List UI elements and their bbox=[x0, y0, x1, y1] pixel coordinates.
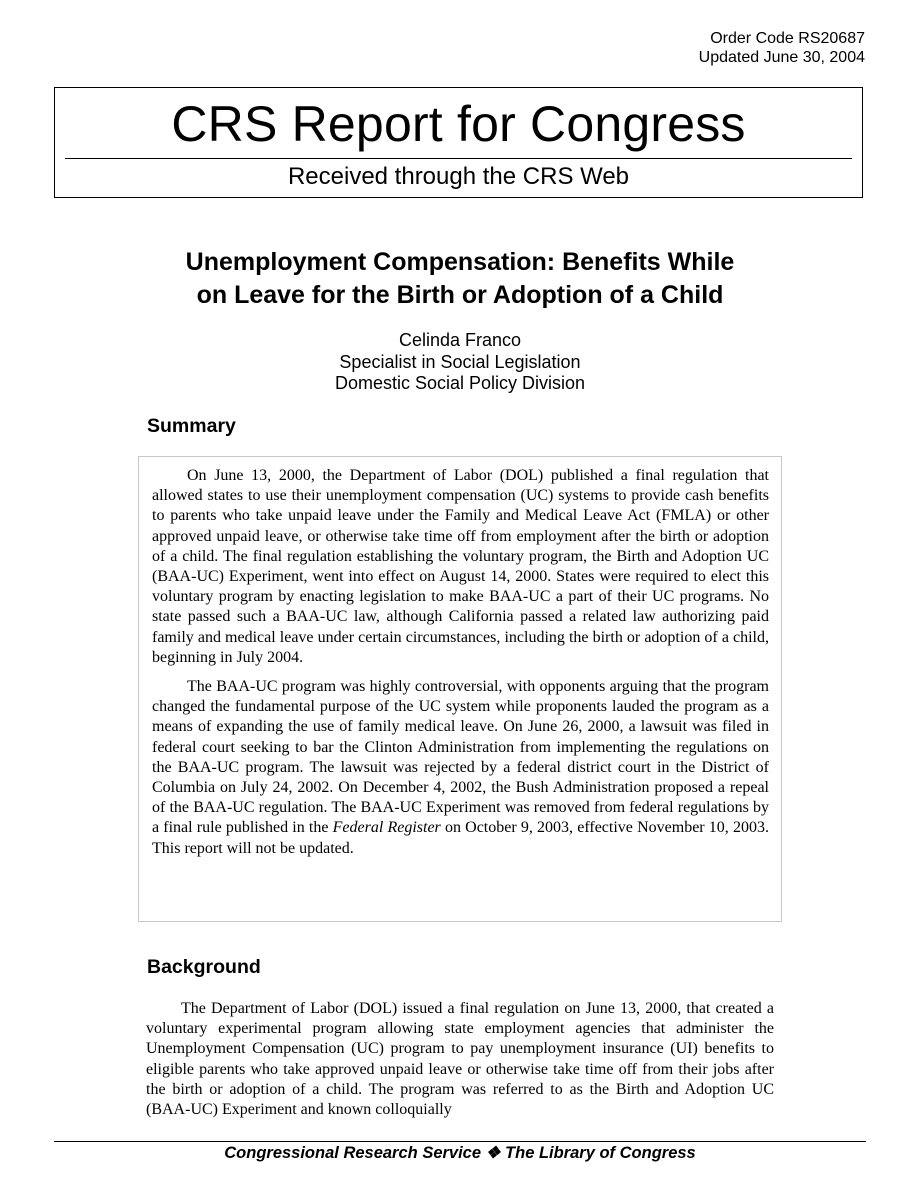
federal-register-citation: Federal Register bbox=[332, 819, 441, 837]
background-heading: Background bbox=[147, 956, 261, 978]
background-paragraph-1: The Department of Labor (DOL) issued a final regulation on June 13, 2000, that created a voluntary experimental program allowing state employment agencies that administer the Unemployment Compensation (UC) program to pay unemployment insurance (UI) benefits to eligible parents who take approved unpaid leave or otherwise take time off from their jobs after the birth or adoption of a child. The program was referred to as the Birth and Adoption UC (BAA-UC) Experiment and known colloquially bbox=[146, 1000, 774, 1119]
author-name: Celinda Franco bbox=[398, 330, 522, 350]
footer-separator-icon: ❖ bbox=[485, 1144, 501, 1162]
footer-loc: The Library of Congress bbox=[505, 1144, 696, 1162]
summary-paragraph-2-end: on October 9, 2003, effective November 10, 2003. This report will not be updated. bbox=[152, 819, 769, 857]
summary-heading: Summary bbox=[147, 415, 236, 437]
summary-paragraph-2 bbox=[152, 677, 769, 859]
footer-crs: Congressional Research Service bbox=[224, 1144, 482, 1162]
masthead-box bbox=[54, 87, 863, 198]
masthead-subtitle: Received through the CRS Web bbox=[287, 163, 630, 190]
masthead-title: CRS Report for Congress bbox=[171, 96, 746, 152]
author-division: Domestic Social Policy Division bbox=[334, 373, 586, 393]
footer bbox=[54, 1143, 866, 1163]
summary-paragraph-2-start: The BAA-UC program was highly controversial, with opponents arguing that the program changed the fundamental purpose of the UC system while proponents lauded the program as a means of expanding the use of family medical leave. On June 26, 2000, a lawsuit was filed in federal court seeking to bar the Clinton Administration from implementing the regulations on the BAA-UC program. The lawsuit was rejected by a federal district court in the District of Columbia on July 24, 2002. On December 4, 2002, the Bush Administration proposed a repeal of the BAA-UC regulation. The BAA-UC Experiment was removed from federal regulations by a final rule published in the bbox=[152, 678, 769, 837]
masthead-divider bbox=[65, 158, 852, 159]
order-info bbox=[699, 29, 865, 67]
updated-date: Updated June 30, 2004 bbox=[698, 49, 865, 66]
report-title bbox=[100, 246, 820, 312]
author-position: Specialist in Social Legislation bbox=[339, 351, 581, 372]
summary-box bbox=[138, 456, 782, 922]
summary-paragraph-1: On June 13, 2000, the Department of Labor (DOL) published a final regulation that allowed states to use their unemployment compensation (UC) systems to provide cash benefits to parents who take unpaid leave under the Family and Medical Leave Act (FMLA) or other approved unpaid leave, or otherwise take time off from employment after the birth or adoption of a child. The final regulation establishing the voluntary program, the Birth and Adoption UC (BAA-UC) Experiment, went into effect on August 14, 2000. States were required to elect this voluntary program by enacting legislation to make BAA-UC a part of their UC programs. No state passed such a BAA-UC law, although California passed a related law authorizing paid family and medical leave under certain circumstances, including the birth or adoption of a child, beginning in July 2004. bbox=[152, 467, 769, 666]
report-title-line-1: Unemployment Compensation: Benefits While bbox=[185, 248, 735, 276]
footer-divider bbox=[54, 1141, 866, 1142]
report-title-line-2: on Leave for the Birth or Adoption of a Child bbox=[196, 281, 724, 309]
order-code: Order Code RS20687 bbox=[710, 30, 865, 47]
author-block bbox=[100, 330, 820, 395]
